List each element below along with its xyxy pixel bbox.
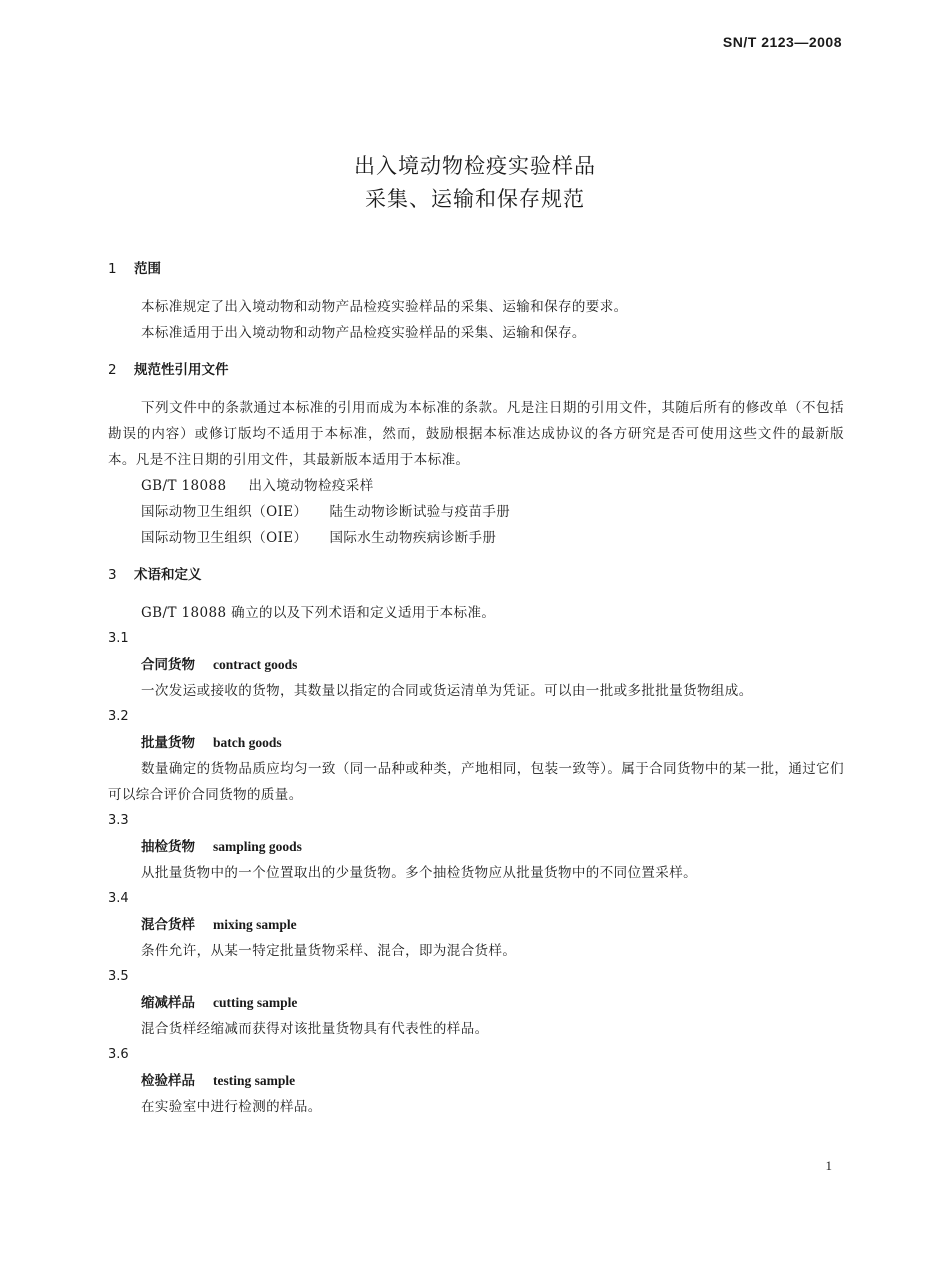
term-zh: 混合货样 (141, 917, 195, 933)
term-name (108, 730, 844, 756)
term-entry (108, 886, 844, 964)
reference-title: 出入境动物检疫采样 (248, 478, 374, 494)
paragraph: 下列文件中的条款通过本标准的引用而成为本标准的条款。凡是注日期的引用文件，其随后所有的修改单（不包括勘误的内容）或修订版均不适用于本标准，然而，鼓励根据本标准达成协议的各方研究是否可使用这些文件的最新版本。凡是不注日期的引用文件，其最新版本适用于本标准。 (108, 400, 844, 468)
term-definition: 数量确定的货物品质应均匀一致（同一品种或种类，产地相同，包装一致等）。属于合同货物中的某一批，通过它们可以综合评价合同货物的质量。 (108, 761, 844, 803)
term-entry (108, 704, 844, 808)
section-heading-terms-definitions (108, 564, 844, 586)
clause-number: 3.1 (108, 631, 129, 646)
paragraph: 本标准规定了出入境动物和动物产品检疫实验样品的采集、运输和保存的要求。 (141, 299, 628, 315)
reference-code: 国际动物卫生组织（OIE） (141, 530, 308, 546)
term-name (108, 912, 844, 938)
section-title: 术语和定义 (134, 567, 202, 583)
section-title: 范围 (134, 261, 161, 277)
term-entry (108, 626, 844, 704)
page-number: 1 (825, 1158, 832, 1173)
term-definition: 混合货样经缩减而获得对该批量货物具有代表性的样品。 (141, 1021, 489, 1037)
section-number: 2 (108, 362, 117, 378)
term-en: batch goods (213, 735, 282, 750)
term-name (108, 834, 844, 860)
term-definition: 从批量货物中的一个位置取出的少量货物。多个抽检货物应从批量货物中的不同位置采样。 (141, 865, 697, 881)
section-number: 1 (108, 261, 117, 277)
term-zh: 批量货物 (141, 735, 195, 751)
term-name (108, 990, 844, 1016)
reference-code: 国际动物卫生组织（OIE） (141, 504, 308, 520)
term-definition: 一次发运或接收的货物，其数量以指定的合同或货运清单为凭证。可以由一批或多批批量货物组成。 (141, 683, 753, 699)
clause-number: 3.2 (108, 709, 129, 724)
term-name (108, 1068, 844, 1094)
section-title: 规范性引用文件 (134, 362, 229, 378)
term-zh: 缩减样品 (141, 995, 195, 1011)
document-title (0, 150, 950, 216)
term-zh: 检验样品 (141, 1073, 195, 1089)
reference-title: 国际水生动物疾病诊断手册 (329, 530, 497, 546)
clause-number: 3.3 (108, 813, 129, 828)
term-en: testing sample (213, 1073, 296, 1088)
document-body (108, 258, 844, 1120)
title-line-2: 采集、运输和保存规范 (365, 187, 585, 211)
term-zh: 合同货物 (141, 657, 195, 673)
term-definition: 在实验室中进行检测的样品。 (141, 1099, 322, 1115)
section-number: 3 (108, 567, 117, 583)
term-en: cutting sample (213, 995, 298, 1010)
clause-number: 3.5 (108, 969, 129, 984)
term-entry (108, 964, 844, 1042)
term-definition: 条件允许，从某一特定批量货物采样、混合，即为混合货样。 (141, 943, 517, 959)
term-en: mixing sample (213, 917, 297, 932)
paragraph: 本标准适用于出入境动物和动物产品检疫实验样品的采集、运输和保存。 (141, 325, 586, 341)
section-heading-normative-references (108, 359, 844, 381)
reference-item (108, 499, 844, 525)
reference-item (108, 525, 844, 551)
reference-code: GB/T 18088 (141, 478, 227, 494)
standard-number: SN/T 2123—2008 (722, 34, 842, 50)
term-en: contract goods (213, 657, 298, 672)
section-heading-scope (108, 258, 844, 280)
reference-title: 陆生动物诊断试验与疫苗手册 (329, 504, 511, 520)
term-zh: 抽检货物 (141, 839, 195, 855)
term-entry (108, 1042, 844, 1120)
reference-item (108, 473, 844, 499)
clause-number: 3.4 (108, 891, 129, 906)
paragraph: GB/T 18088 确立的以及下列术语和定义适用于本标准。 (141, 605, 496, 621)
title-line-1: 出入境动物检疫实验样品 (354, 154, 596, 178)
term-name (108, 652, 844, 678)
term-entry (108, 808, 844, 886)
clause-number: 3.6 (108, 1047, 129, 1062)
term-en: sampling goods (213, 839, 302, 854)
